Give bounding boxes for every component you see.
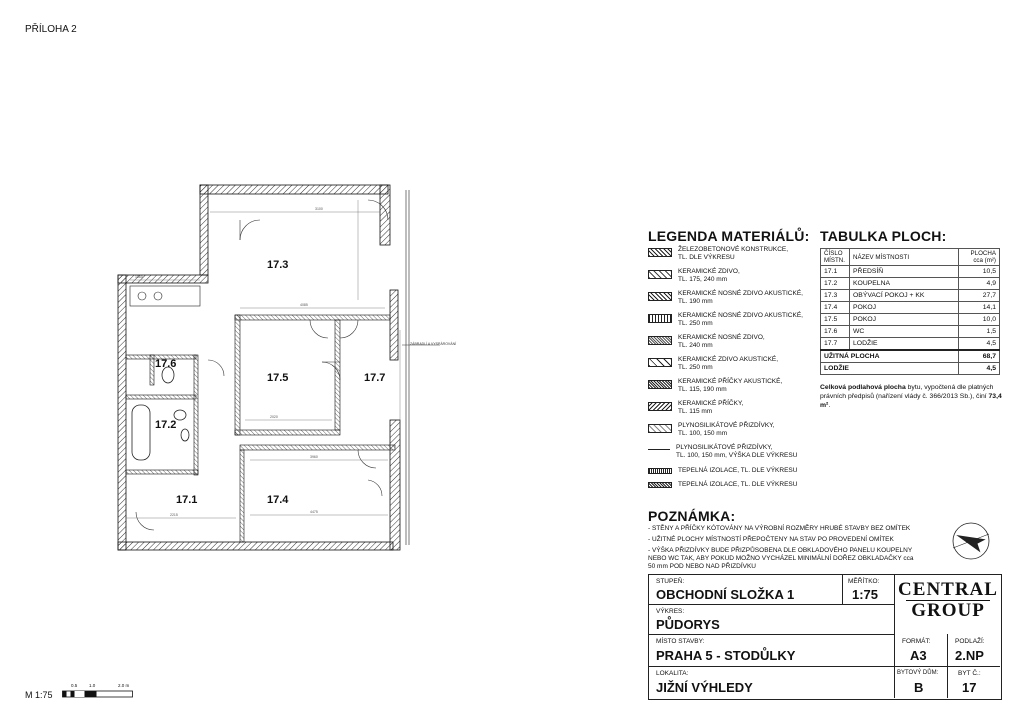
- cell: 10,5: [959, 266, 1000, 278]
- legend-swatch: [648, 424, 672, 433]
- site-label: MÍSTO STAVBY:: [656, 638, 705, 645]
- header-cell: MÍSTN.: [824, 257, 845, 264]
- cell: 4,5: [959, 338, 1000, 351]
- dim-text: 4475: [310, 510, 318, 514]
- dim-text: 4085: [300, 303, 308, 307]
- logo-line: GROUP: [906, 600, 990, 621]
- legend-item: [648, 246, 808, 266]
- header-cell: PLOCHA: [970, 250, 996, 257]
- note-line: - UŽITNÉ PLOCHY MÍSTNOSTÍ PŘEPOČTENY NA STAV PO PROVEDENÍ OMÍTEK: [648, 536, 894, 543]
- floor-value: 2.NP: [955, 648, 984, 663]
- attachment-label: PŘÍLOHA 2: [25, 24, 77, 35]
- table-row: [821, 326, 1000, 338]
- legend-line: KERAMICKÉ NOSNÉ ZDIVO,: [678, 334, 765, 341]
- legend-line: KERAMICKÉ ZDIVO,: [678, 268, 740, 275]
- cell: 17.7: [821, 338, 850, 351]
- legend-line: KERAMICKÉ NOSNÉ ZDIVO AKUSTICKÉ,: [678, 312, 803, 319]
- legend-item: [648, 290, 808, 310]
- legend-item: [648, 268, 808, 288]
- cell: POKOJ: [850, 314, 959, 326]
- room-label: 17.2: [155, 419, 177, 431]
- stage-label: STUPEŇ:: [656, 578, 685, 585]
- legend-swatch: [648, 336, 672, 345]
- cell: 17.1: [821, 266, 850, 278]
- scale-tick: 2.0 m: [118, 683, 130, 688]
- total-area-bold: Celková podlahová plocha: [820, 384, 906, 391]
- table-header-row: [821, 249, 1000, 266]
- cell: 14,1: [959, 302, 1000, 314]
- format-label: FORMÁT:: [902, 638, 931, 645]
- cell: OBÝVACÍ POKOJ + KK: [850, 290, 959, 302]
- flat-label: BYT Č.:: [958, 670, 981, 677]
- cell: 17.4: [821, 302, 850, 314]
- legend-item: [648, 480, 808, 500]
- dim-text: 2020: [270, 415, 278, 419]
- room-label: 17.3: [267, 259, 289, 271]
- scale-bar-label: M 1:75: [25, 690, 53, 700]
- notes-title: POZNÁMKA:: [648, 508, 736, 524]
- dim-text: 3100: [315, 207, 323, 211]
- cell: POKOJ: [850, 302, 959, 314]
- table-row: [821, 266, 1000, 278]
- legend-swatch: [648, 468, 672, 474]
- company-logo: [896, 580, 1000, 621]
- useful-area-row: [821, 350, 1000, 363]
- legend-line: KERAMICKÉ NOSNÉ ZDIVO AKUSTICKÉ,: [678, 290, 803, 297]
- legend-line: TL. 250 mm: [678, 364, 713, 371]
- legend-line: TL. 240 mm: [678, 342, 713, 349]
- cell: 4,5: [959, 363, 1000, 375]
- cell: PŘEDSÍŇ: [850, 266, 959, 278]
- cell: 27,7: [959, 290, 1000, 302]
- table-row: [821, 338, 1000, 351]
- legend-item: [648, 400, 808, 420]
- legend-item: [648, 334, 808, 354]
- north-arrow-icon: [948, 518, 994, 564]
- legend-item: [648, 356, 808, 376]
- scale-tick: 1.0: [89, 683, 96, 688]
- legend-swatch: [648, 358, 672, 367]
- legend-swatch: [648, 449, 670, 450]
- table-row: [821, 302, 1000, 314]
- cell: 17.2: [821, 278, 850, 290]
- scale-bar: [62, 690, 134, 700]
- legend-line: TL. 100, 150 mm: [678, 430, 728, 437]
- legend-swatch: [648, 380, 672, 389]
- cell: 4,9: [959, 278, 1000, 290]
- legend-line: TL. DLE VÝKRESU: [678, 254, 735, 261]
- cell: 17.5: [821, 314, 850, 326]
- legend-line: TL. 190 mm: [678, 298, 713, 305]
- locality-value: JIŽNÍ VÝHLEDY: [656, 680, 753, 695]
- room-label: 17.7: [364, 372, 386, 384]
- legend-item: [648, 444, 806, 464]
- legend-line: TL. 115 mm: [678, 408, 713, 415]
- legend-title: LEGENDA MATERIÁLŮ:: [648, 228, 810, 244]
- cell: 1,5: [959, 326, 1000, 338]
- legend-line: PLYNOSILIKÁTOVÉ PŘIZDÍVKY,: [676, 444, 773, 451]
- legend-line: KERAMICKÉ ZDIVO AKUSTICKÉ,: [678, 356, 779, 363]
- cell: WC: [850, 326, 959, 338]
- flat-value: 17: [962, 680, 977, 695]
- house-value: B: [914, 680, 924, 695]
- cell: LODŽIE: [850, 338, 959, 351]
- table-row: [821, 278, 1000, 290]
- floor-label: PODLAŽÍ:: [955, 638, 985, 645]
- scale-tick: 0.5: [71, 683, 78, 688]
- total-area-end: .: [828, 402, 831, 409]
- legend-line: TL. 250 mm: [678, 320, 713, 327]
- total-area-text: bytu, vypočtená dle platných právních předpisů (nařízení vlády č. 366/2013 Sb.), činí: [820, 384, 994, 400]
- legend-item: [648, 422, 808, 442]
- house-label: BYTOVÝ DŮM:: [897, 670, 939, 676]
- legend-line: TL. 115, 190 mm: [678, 386, 727, 393]
- cell: 17.3: [821, 290, 850, 302]
- legend-swatch: [648, 314, 672, 323]
- legend-swatch: [648, 402, 672, 411]
- drawing-value: PŮDORYS: [656, 617, 720, 632]
- dim-text: 3960: [310, 455, 318, 459]
- dim-text: 2215: [170, 513, 178, 517]
- cell: UŽITNÁ PLOCHA: [821, 350, 959, 363]
- table-row: [821, 314, 1000, 326]
- legend-item: [648, 378, 808, 398]
- header-cell: cca (m²): [973, 257, 996, 264]
- table-row: [821, 290, 1000, 302]
- legend-line: TL. 175, 240 mm: [678, 276, 728, 283]
- legend-line: KERAMICKÉ PŘÍČKY AKUSTICKÉ,: [678, 378, 783, 385]
- total-area-value: 73,4 m²: [820, 393, 1002, 409]
- cell: 10,0: [959, 314, 1000, 326]
- scale-value: 1:75: [852, 587, 879, 602]
- cell: KOUPELNA: [850, 278, 959, 290]
- room-label: 17.1: [176, 494, 198, 506]
- header-cell: ČÍSLO: [824, 250, 843, 257]
- total-area-note: [820, 383, 1005, 410]
- legend-line: KERAMICKÉ PŘÍČKY,: [678, 400, 744, 407]
- dim-text: 1860: [135, 275, 143, 279]
- room-label: 17.4: [267, 494, 289, 506]
- legend-item: [648, 312, 808, 332]
- cell: 68,7: [959, 350, 1000, 363]
- locality-label: LOKALITA:: [656, 670, 689, 677]
- stage-value: OBCHODNÍ SLOŽKA 1: [656, 587, 795, 602]
- legend-line: TEPELNÁ IZOLACE, TL. DLE VÝKRESU: [678, 467, 798, 474]
- plan-side-note: ZÁBRADLÍ A VYSPÁROVÁNÍ: [410, 342, 457, 346]
- legend-line: TEPELNÁ IZOLACE, TL. DLE VÝKRESU: [678, 481, 798, 488]
- note-line: - STĚNY A PŘÍČKY KÓTOVÁNY NA VÝROBNÍ ROZMĚRY HRUBÉ STAVBY BEZ OMÍTEK: [648, 525, 911, 532]
- room-label: 17.5: [267, 372, 289, 384]
- area-table-title: TABULKA PLOCH:: [820, 228, 947, 244]
- logo-line: CENTRAL: [898, 579, 998, 600]
- legend-swatch: [648, 270, 672, 279]
- area-table: [820, 248, 1000, 375]
- legend-swatch: [648, 292, 672, 301]
- drawing-label: VÝKRES:: [656, 608, 685, 615]
- cell: 17.6: [821, 326, 850, 338]
- legend-line: TL. 100, 150 mm, VÝŠKA DLE VÝKRESU: [676, 452, 798, 459]
- cell: LODŽIE: [821, 363, 959, 375]
- header-cell: NÁZEV MÍSTNOSTI: [850, 249, 959, 266]
- legend-line: ŽELEZOBETONOVÉ KONSTRUKCE,: [678, 246, 789, 253]
- legend-swatch: [648, 482, 672, 488]
- format-value: A3: [910, 648, 927, 663]
- note-line: - VÝŠKA PŘIZDÍVKY BUDE PŘIZPŮSOBENA DLE OBKLADOVÉHO PANELU KOUPELNY NEBO WC TAK, ABY POKUD MOŽNO VYCHÁZEL MINIMÁLNÍ DOŘEZ OBKLADAČKY cca 50 mm POD NEBO NAD PŘIZDÍVKU: [648, 547, 914, 570]
- scale-label: MĚŘÍTKO:: [848, 578, 880, 585]
- loggia-row: [821, 363, 1000, 375]
- legend-swatch: [648, 248, 672, 257]
- site-value: PRAHA 5 - STODŮLKY: [656, 648, 796, 663]
- room-label: 17.6: [155, 358, 177, 370]
- legend-line: PLYNOSILIKÁTOVÉ PŘIZDÍVKY,: [678, 422, 775, 429]
